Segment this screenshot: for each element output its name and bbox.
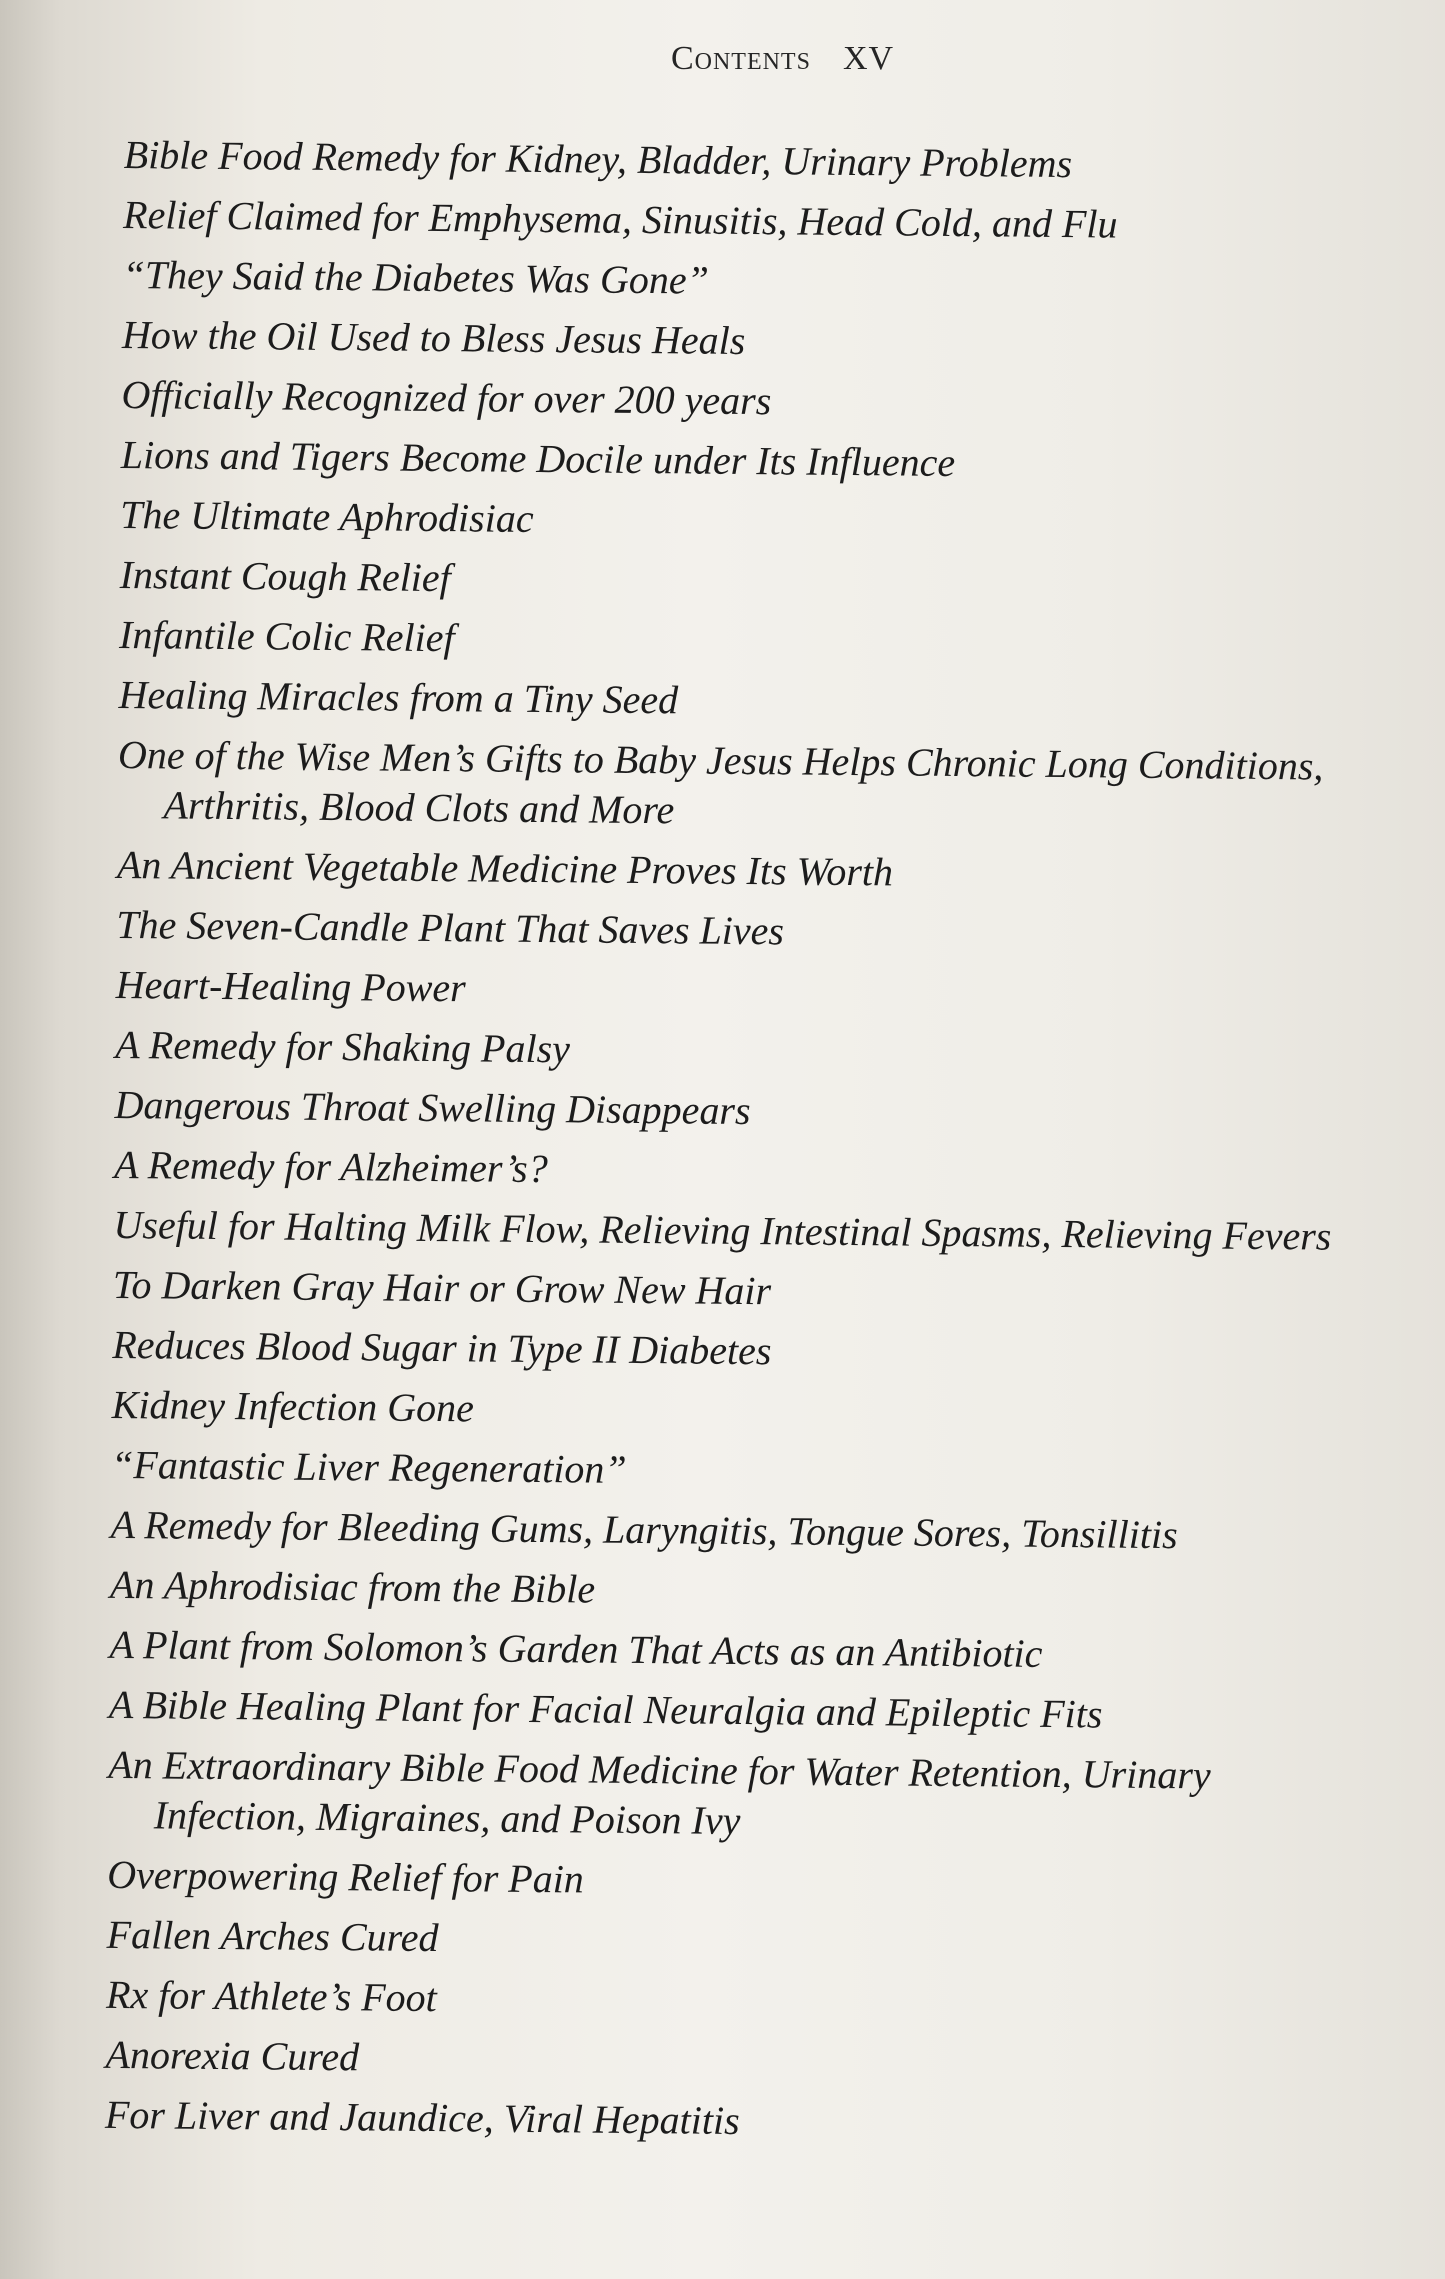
running-head [0,40,1445,78]
contents-entry: Instant Cough Relief [119,551,452,601]
contents-entry: Anorexia Cured [105,2031,360,2080]
contents-entry: For Liver and Jaundice, Viral Hepatitis [104,2091,740,2144]
contents-entry: A Bible Healing Plant for Facial Neuralgia and Epileptic Fits [108,1681,1103,1737]
contents-entry: Officially Recognized for over 200 years [121,371,772,424]
contents-entry: Bible Food Remedy for Kidney, Bladder, Urinary Problems [123,131,1073,187]
contents-entry: Lions and Tigers Become Docile under Its Influence [120,431,956,485]
contents-list [105,130,1354,2162]
contents-entry: Reduces Blood Sugar in Type II Diabetes [112,1321,772,1374]
page-number: XV [842,40,895,77]
contents-entry: A Plant from Solomon’s Garden That Acts as an Antibiotic [109,1621,1043,1676]
contents-entry: The Seven-Candle Plant That Saves Lives [116,901,785,954]
contents-entry: Rx for Athlete’s Foot [105,1971,438,2021]
contents-entry: Relief Claimed for Emphysema, Sinusitis, Head Cold, and Flu [122,191,1118,247]
contents-entry: A Remedy for Bleeding Gums, Laryngitis, Tongue Sores, Tonsillitis [110,1501,1178,1558]
running-head-inner [671,40,894,78]
contents-entry: “Fantastic Liver Regeneration” [110,1441,627,1492]
contents-entry: Overpowering Relief for Pain [107,1851,585,1902]
contents-entry: How the Oil Used to Bless Jesus Heals [121,311,746,363]
contents-entry: Fallen Arches Cured [106,1911,439,1961]
contents-entry: A Remedy for Alzheimer’s? [113,1141,548,1192]
contents-entry: Kidney Infection Gone [111,1381,475,1431]
contents-entry: One of the Wise Men’s Gifts to Baby Jesus Helps Chronic Long Conditions, Arthritis, Blood Clots and More [117,731,1324,833]
contents-entry: To Darken Gray Hair or Grow New Hair [112,1261,772,1314]
contents-entry: Healing Miracles from a Tiny Seed [118,671,679,723]
running-head-title: Contents [670,40,811,77]
contents-entry: “They Said the Diabetes Was Gone” [122,251,710,303]
contents-entry: An Extraordinary Bible Food Medicine for Water Retention, Urinary Infection, Migraines, and Poison Ivy [108,1741,1211,1843]
contents-entry: The Ultimate Aphrodisiac [120,491,534,541]
contents-entry: Dangerous Throat Swelling Disappears [114,1081,751,1134]
contents-entry: Useful for Halting Milk Flow, Relieving Intestinal Spasms, Relieving Fevers [113,1201,1332,1259]
contents-entry: A Remedy for Shaking Palsy [115,1021,571,1072]
contents-entry: An Aphrodisiac from the Bible [109,1561,596,1612]
contents-entry: Heart-Healing Power [115,961,466,1011]
contents-entry: Infantile Colic Relief [118,611,455,661]
contents-entry: An Ancient Vegetable Medicine Proves Its Worth [116,841,894,895]
